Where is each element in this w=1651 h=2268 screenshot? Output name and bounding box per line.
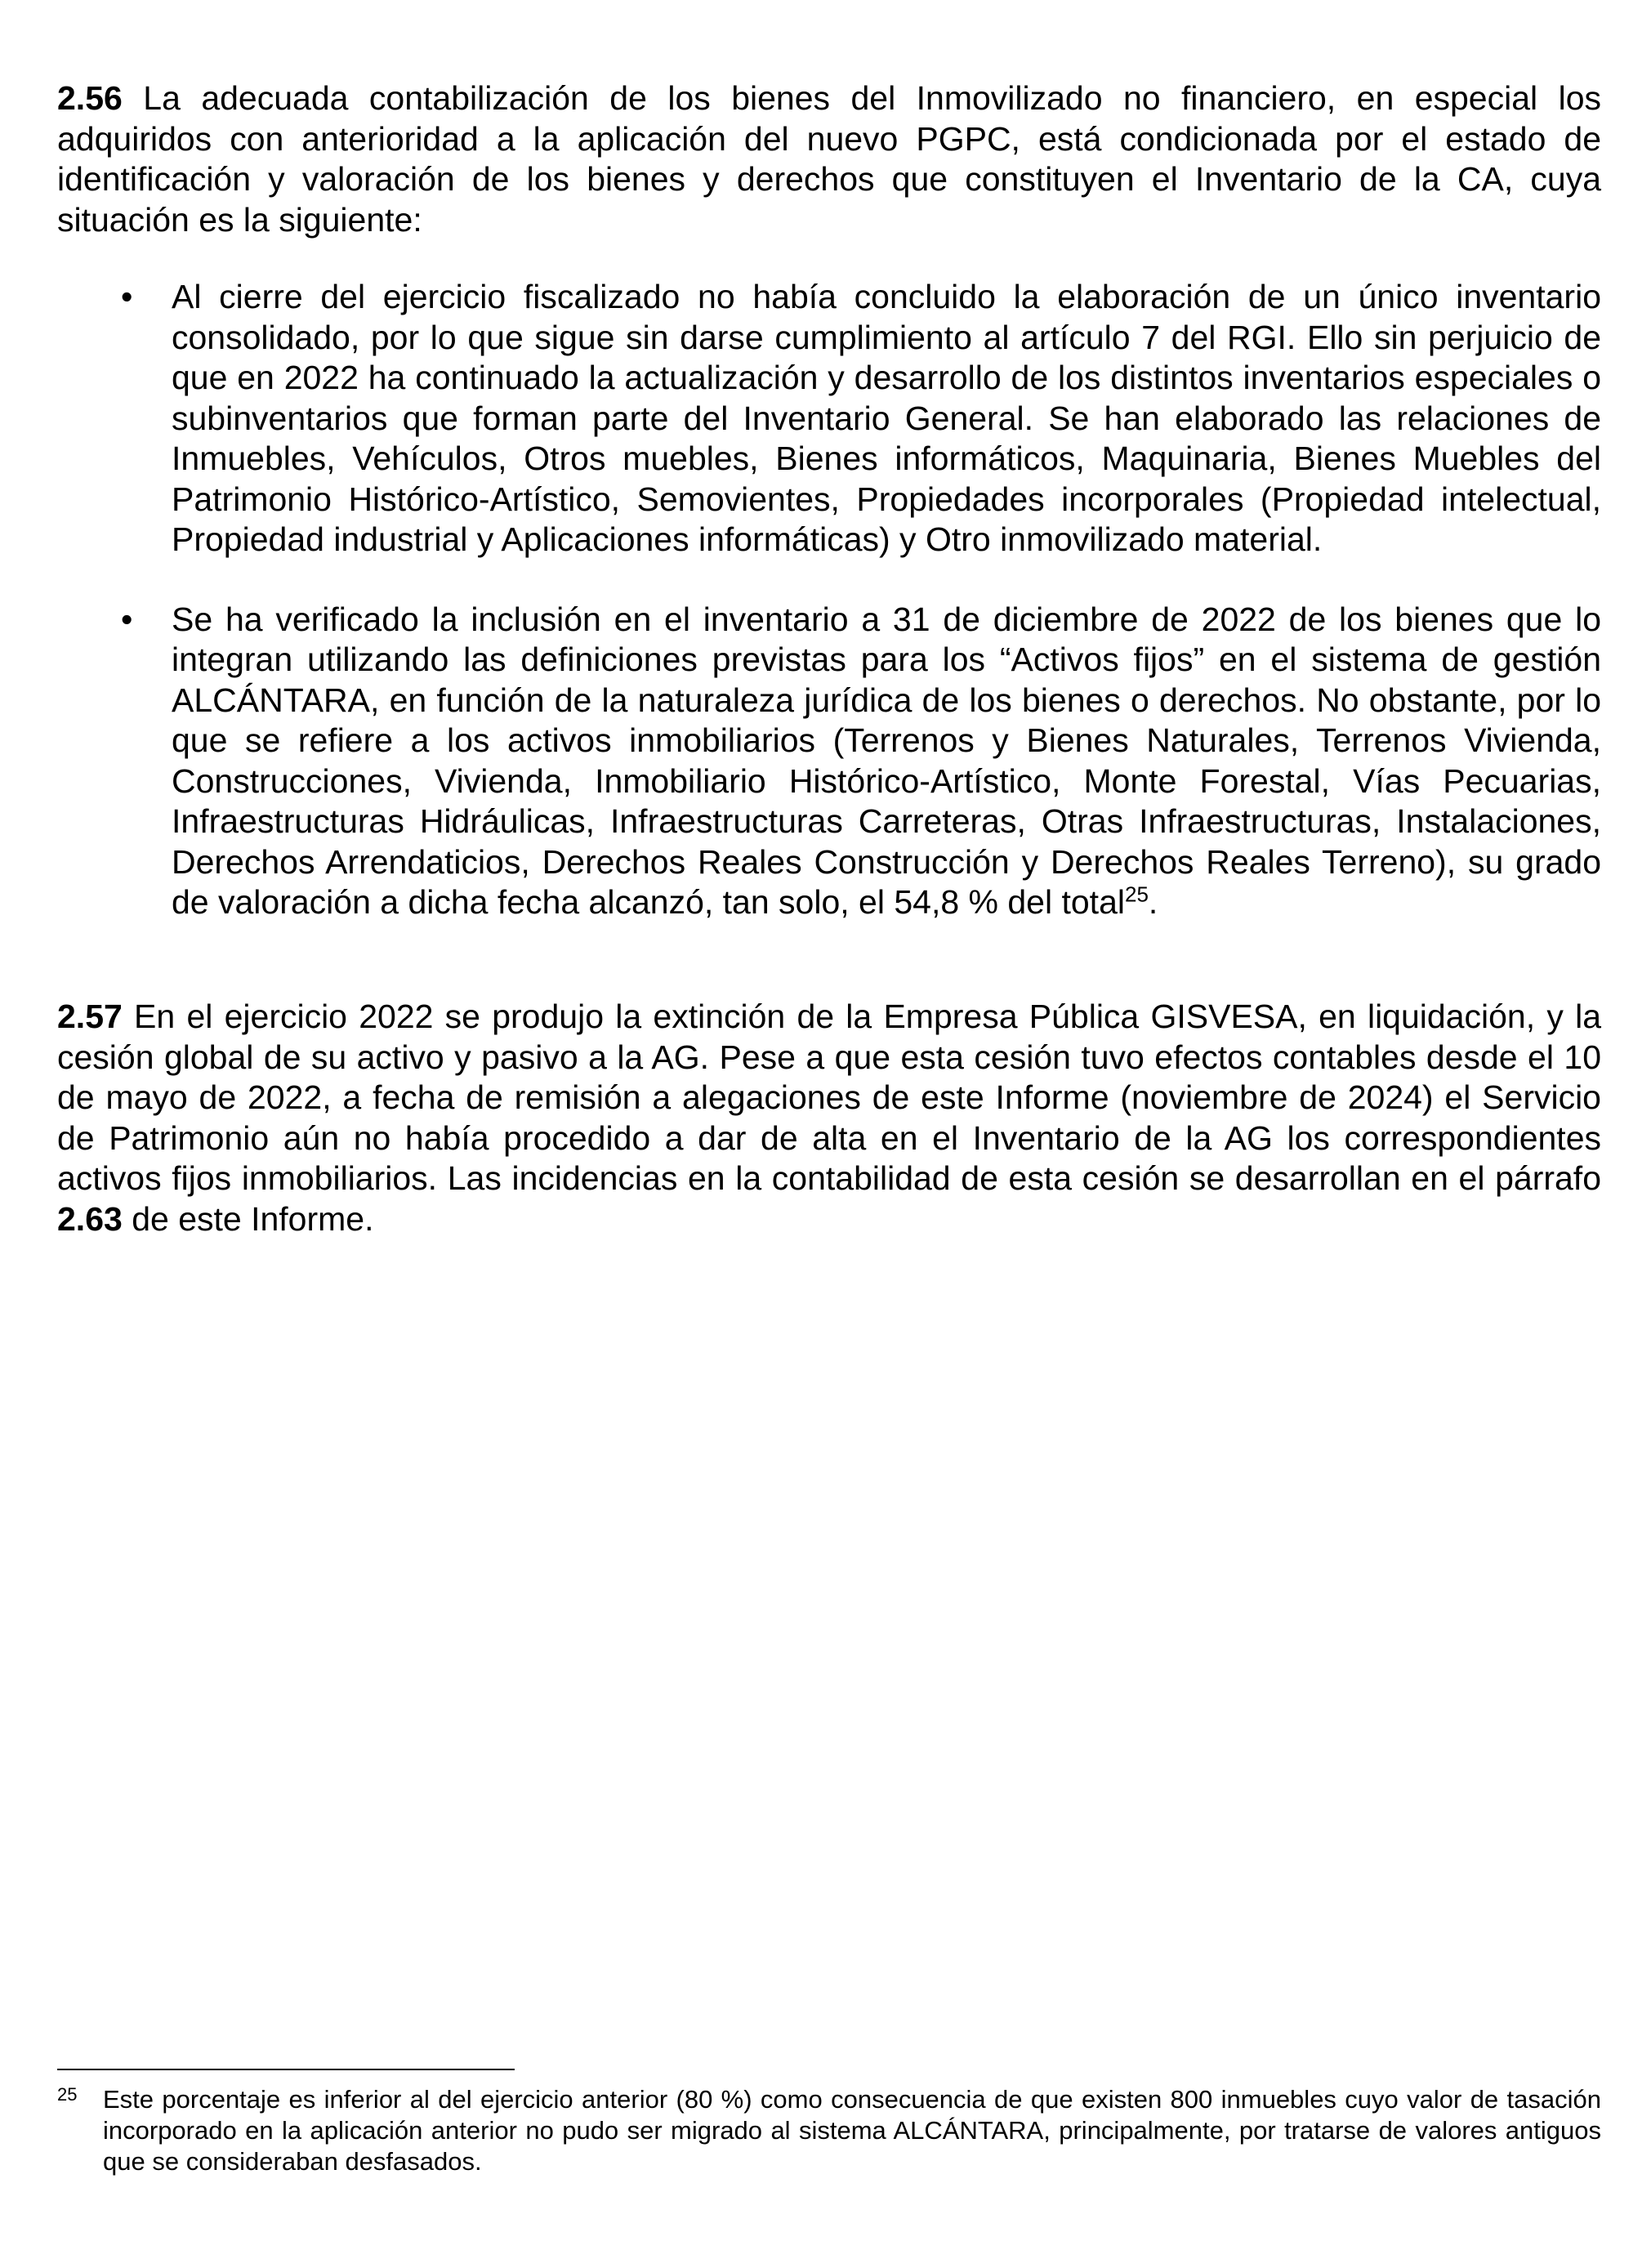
list-item-text: [172, 600, 1601, 922]
footnote-separator: [57, 2069, 515, 2070]
bullet-icon: •: [121, 600, 133, 638]
paragraph-2-56: [57, 78, 1601, 240]
cross-reference: 2.63: [57, 1199, 123, 1238]
footnote-reference[interactable]: 25: [1124, 882, 1149, 907]
list-item: [57, 277, 1601, 560]
paragraph-2-57: [57, 997, 1601, 1239]
sentence-end: .: [1148, 883, 1158, 921]
paragraph-text: En el ejercicio 2022 se produjo la extinción de la Empresa Pública GISVESA, en liquidación, y la cesión global de su activo y pasivo a la AG. Pese a que esta cesión tuvo efectos contables desde el 10 de mayo de 2022, a fecha de remisión a alegaciones de este Informe (noviembre de 2024) el Servicio de Patrimonio aún no había procedido a dar de alta en el Inventario de la AG los correspondientes activos fijos inmobiliarios. Las incidencias en la contabilidad de esta cesión se desarrollan en el párrafo: [57, 998, 1601, 1197]
footnote: [57, 2084, 1601, 2177]
bullet-icon: •: [121, 278, 133, 315]
list-item-text: Al cierre del ejercicio fiscalizado no había concluido la elaboración de un único inventario consolidado, por lo que sigue sin darse cumplimiento al artículo 7 del RGI. Ello sin perjuicio de que en 2022 ha continuado la actualización y desarrollo de los distintos inventarios especiales o subinventarios que forman parte del Inventario General. Se han elaborado las relaciones de Inmuebles, Vehículos, Otros muebles, Bienes informáticos, Maquinaria, Bienes Muebles del Patrimonio Histórico-Artístico, Semovientes, Propiedades incorporales (Propiedad intelectual, Propiedad industrial y Aplicaciones informáticas) y Otro inmovilizado material.: [172, 278, 1601, 558]
paragraph-number: 2.56: [57, 79, 123, 117]
paragraph-text-end: de este Informe.: [122, 1199, 374, 1238]
paragraph-number: 2.57: [57, 998, 123, 1035]
inventory-status-list: [57, 277, 1601, 923]
footnote-text: Este porcentaje es inferior al del ejercicio anterior (80 %) como consecuencia de que existen 800 inmuebles cuyo valor de tasación incorporado en la aplicación anterior no pudo ser migrado al sistema ALCÁNTARA, principalmente, por tratarse de valores antiguos que se consideraban desfasados.: [103, 2085, 1601, 2176]
paragraph-text: La adecuada contabilización de los bienes del Inmovilizado no financiero, en especial los adquiridos con anterioridad a la aplicación del nuevo PGPC, está condicionada por el estado de identificación y valoración de los bienes y derechos que constituyen el Inventario de la CA, cuya situación es la siguiente:: [57, 79, 1601, 239]
list-item-body: Se ha verificado la inclusión en el inventario a 31 de diciembre de 2022 de los bienes que lo integran utilizando las definiciones previstas para los “Activos fijos” en el sistema de gestión ALCÁNTARA, en función de la naturaleza jurídica de los bienes o derechos. No obstante, por lo que se refiere a los activos inmobiliarios (Terrenos y Bienes Naturales, Terrenos Vivienda, Construcciones, Vivienda, Inmobiliario Histórico-Artístico, Monte Forestal, Vías Pecuarias, Infraestructuras Hidráulicas, Infraestructuras Carreteras, Otras Infraestructuras, Instalaciones, Derechos Arrendaticios, Derechos Reales Construcción y Derechos Reales Terreno), su grado de valoración a dicha fecha alcanzó, tan solo, el 54,8 % del total: [172, 600, 1601, 921]
footnote-number: 25: [57, 2084, 78, 2105]
list-item: [57, 600, 1601, 923]
